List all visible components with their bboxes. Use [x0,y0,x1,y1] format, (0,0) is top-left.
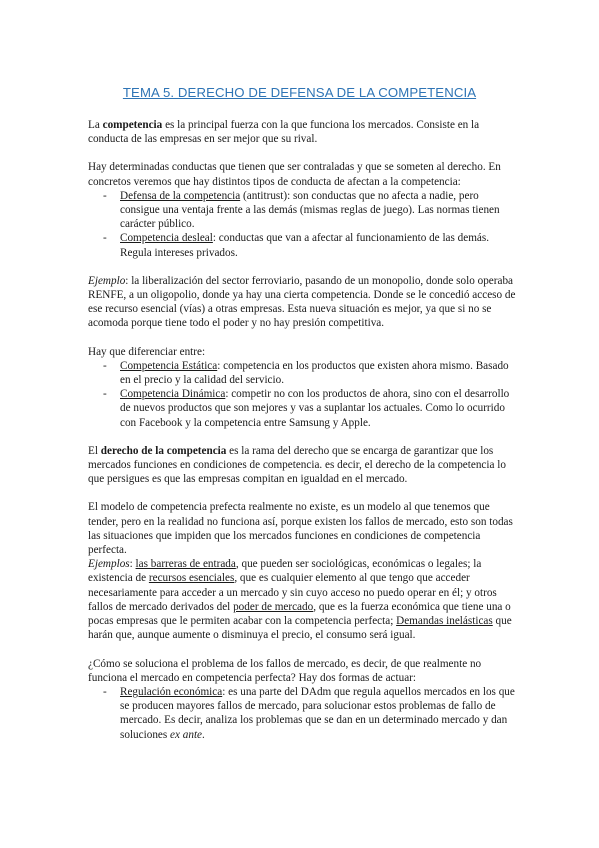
list-tipos-competencia [88,359,516,430]
list-item: - Regulación económica: es una parte del DAdm que regula aquellos mercados en los que se producen mayores fallos de mercado, para solucionar estos problemas de fallo de mercado. Es decir, analiza los problemas que se dan en un determinado mercado y dan soluciones ex ante. [120,685,516,742]
bold-term: derecho de la competencia [100,444,227,457]
list-tipos-conducta [88,189,516,260]
term: Regulación económica [120,685,223,698]
term: Competencia desleal [120,232,213,245]
paragraph-ejemplos: Ejemplos: las barreras de entrada, que pueden ser sociológicas, económicas o legales; la existencia de recursos esenciales, que es cualquier elemento al que tengo que acceder necesariamente para acceder a un mercado y sin cuyo acceso no puedo operar en él; y otros fallos de mercado derivados del poder de mercado, que es la fuerza económica que tiene una o pocas empresas que le permiten acabar con la competencia perfecta; Demandas inelásticas que harán que, aunque aumente o disminuya el precio, el consumo será igual. [88,558,512,642]
list-item: - Competencia desleal: conductas que van a afectar al funcionamiento de las demás. Regula intereses privados. [120,231,516,259]
paragraph-conductas: Hay determinadas conductas que tienen que ser contraladas y que se someten al derecho. En concretos veremos que hay distintos tipos de conducta de afectan a la competencia: [88,161,501,188]
ejemplos-label: Ejemplos [88,558,130,571]
ejemplo-label: Ejemplo [88,274,126,287]
term: Competencia Estática [120,359,218,372]
list-item: - Competencia Dinámica: competir no con los productos de ahora, sino con el desarrollo de nuevos productos que son mejores y vas a suplantar los actuales. Como lo ocurrido con Facebook y la competencia entre Samsung y Apple. [120,387,516,430]
paragraph-competencia: La competencia es la principal fuerza con la que funciona los mercados. Consiste en la conducta de las empresas en ser mejor que su rival. [88,119,480,146]
paragraph-diferenciar: Hay que diferenciar entre: [88,345,206,358]
paragraph-ejemplo: Ejemplo: la liberalización del sector ferroviario, pasando de un monopolio, donde solo operaba RENFE, a un oligopolio, donde ya hay una cierta competencia. Donde se le concedió acceso de ese recurso esencial (vías) a otras empresas. Esta nueva situación es mejor, ya que si no se acomoda porque tiene todo el poder y no hay presión competitiva. [88,274,516,330]
list-item: - Competencia Estática: competencia en los productos que existen ahora mismo. Basado en el precio y la calidad del servicio. [120,359,516,387]
paragraph-solucion: ¿Cómo se soluciona el problema de los fallos de mercado, es decir, de que realmente no funciona el mercado en competencia perfecta? Hay dos formas de actuar: [88,657,482,684]
bold-term: competencia [102,119,163,131]
document-body [88,118,516,742]
paragraph-derecho-competencia: El derecho de la competencia es la rama del derecho que se encarga de garantizar que los mercados funciones en condiciones de competencia. es decir, el derecho de la competencia lo que persigues es que las empresas compitan en igualdad en el mercado. [88,444,506,486]
list-formas-actuar [88,685,516,742]
page-title: TEMA 5. DERECHO DE DEFENSA DE LA COMPETENCIA [122,85,477,100]
term: Competencia Dinámica [120,388,226,401]
paragraph-modelo: El modelo de competencia prefecta realmente no existe, es un modelo al que tenemos que tender, pero en la realidad no funciona así, porque existen los fallos de mercado, esto son todas las situaciones que impiden que los mercados funciones en condiciones de competencia perfecta. [88,501,513,557]
term: Defensa de la competencia [120,189,241,202]
list-item: - Defensa de la competencia (antitrust): son conductas que no afecta a nadie, pero consigue una ventaja frente a las demás (mismas reglas de juego). Las normas tienen carácter público. [120,189,516,232]
